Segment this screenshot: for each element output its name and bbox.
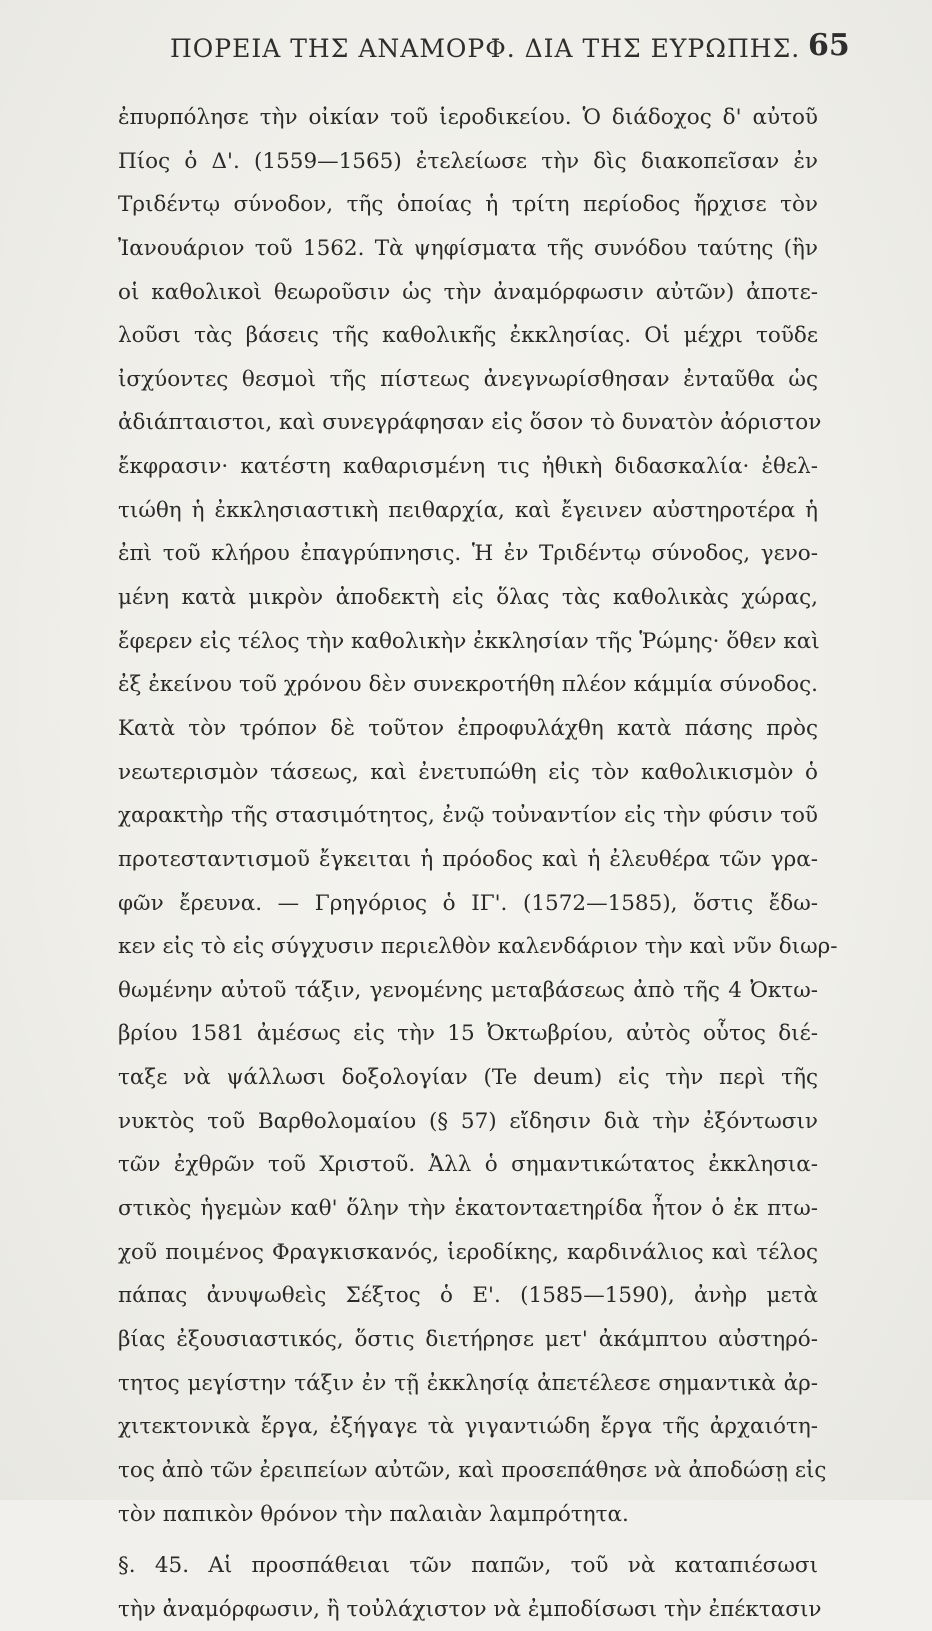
paragraph-main [118,96,838,1536]
text-line: βρίου 1581 ἀμέσως εἰς τὴν 15 Ὀκτωβρίου, αὐτὸς οὗτος διέ- [118,1021,818,1047]
text-line: χαρακτὴρ τῆς στασιμότητος, ἐνῷ τοὐναντίον εἰς τὴν φύσιν τοῦ [118,803,818,829]
text-line: βίας ἐξουσιαστικός, ὅστις διετήρησε μετ' ἀκάμπτου αὐστηρό- [118,1326,818,1352]
text-line: λοῦσι τὰς βάσεις τῆς καθολικῆς ἐκκλησίας. Οἱ μέχρι τοῦδε [118,323,818,349]
text-line: τῶν ἐχθρῶν τοῦ Χριστοῦ. Ἀλλ ὁ σημαντικώτατος ἐκκλησια- [118,1152,818,1178]
text-line: κεν εἰς τὸ εἰς σύγχυσιν περιελθὸν καλενδάριον τὴν καὶ νῦν διωρ- [118,934,838,960]
running-title: ΠΟΡΕΙΑ ΤΗΣ ΑΝΑΜΟΡΦ. ΔΙΑ ΤΗΣ ΕΥΡΩΠΗΣ. [170,34,801,63]
paragraph-section-45 [118,1544,822,1631]
text-line: νυκτὸς τοῦ Βαρθολομαίου (§ 57) εἴδησιν διὰ τὴν ἐξόντωσιν [118,1108,818,1134]
text-line: Κατὰ τὸν τρόπον δὲ τοῦτον ἐπροφυλάχθη κατὰ πάσης πρὸς [118,715,818,741]
text-line: θωμένην αὐτοῦ τάξιν, γενομένης μεταβάσεως ἀπὸ τῆς 4 Ὀκτω- [118,977,818,1003]
text-line: προτεσταντισμοῦ ἔγκειται ἡ πρόοδος καὶ ἡ ἐλευθέρα τῶν γρα- [118,846,818,872]
text-line: ἔκφρασιν· κατέστη καθαρισμένη τις ἠθικὴ διδασκαλία· ἐθελ- [118,454,818,480]
text-line: πάπας ἀνυψωθεὶς Σέξτος ὁ Ε'. (1585—1590), ἀνὴρ μετὰ [118,1283,818,1309]
section-heading-line: §. 45. Αἱ προσπάθειαι τῶν παπῶν, τοῦ νὰ καταπιέσωσι [118,1553,818,1579]
text-line: φῶν ἔρευνα. — Γρηγόριος ὁ ΙΓ'. (1572—1585), ὅστις ἔδω- [118,890,818,916]
text-line: Ἰανουάριον τοῦ 1562. Τὰ ψηφίσματα τῆς συνόδου ταύτης (ἣν [118,235,818,261]
text-line: χιτεκτονικὰ ἔργα, ἐξήγαγε τὰ γιγαντιώδη ἔργα τῆς ἀρχαιότη- [118,1414,818,1440]
text-line: ταξε νὰ ψάλλωσι δοξολογίαν (Te deum) εἰς τὴν περὶ τῆς [118,1065,818,1091]
text-line: νεωτερισμὸν τάσεως, καὶ ἐνετυπώθη εἰς τὸν καθολικισμὸν ὁ [118,759,818,785]
text-line: τιώθη ἡ ἐκκλησιαστικὴ πειθαρχία, καὶ ἔγεινεν αὐστηροτέρα ἡ [118,497,818,523]
running-header [0,28,932,74]
text-line: ἰσχύοντες θεσμοὶ τῆς πίστεως ἀνεγνωρίσθησαν ἐνταῦθα ὡς [118,366,818,392]
text-line: Τριδέντῳ σύνοδον, τῆς ὁποίας ἡ τρίτη περίοδος ἤρχισε τὸν [118,192,818,218]
text-line: ἀδιάπταιστοι, καὶ συνεγράφησαν εἰς ὅσον τὸ δυνατὸν ἀόριστον [118,410,822,436]
text-line: τὸν παπικὸν θρόνον τὴν παλαιὰν λαμπρότητα. [118,1501,629,1527]
text-line: ἔφερεν εἰς τέλος τὴν καθολικὴν ἐκκλησίαν τῆς Ῥώμης· ὅθεν καὶ [118,628,820,654]
text-line: μένη κατὰ μικρὸν ἀποδεκτὴ εἰς ὅλας τὰς καθολικὰς χώρας, [118,585,818,611]
text-line: τὴν ἀναμόρφωσιν, ἢ τοὐλάχιστον νὰ ἐμποδίσωσι τὴν ἐπέκτασιν [118,1596,822,1622]
body-text [118,96,838,1631]
text-line: ἐξ ἐκείνου τοῦ χρόνου δὲν συνεκροτήθη πλέον κάμμία σύνοδος. [118,672,818,698]
text-line: τος ἀπὸ τῶν ἐρειπείων αὐτῶν, καὶ προσεπάθησε νὰ ἀποδώσῃ εἰς [118,1457,827,1483]
text-line: χοῦ ποιμένος Φραγκισκανός, ἱεροδίκης, καρδινάλιος καὶ τέλος [118,1239,818,1265]
text-line: οἱ καθολικοὶ θεωροῦσιν ὡς τὴν ἀναμόρφωσιν αὐτῶν) ἀποτε- [118,279,818,305]
text-line: ἐπυρπόλησε τὴν οἰκίαν τοῦ ἱεροδικείου. Ὁ διάδοχος δ' αὐτοῦ [118,105,818,130]
page-number: 65 [808,28,850,63]
text-line: στικὸς ἡγεμὼν καθ' ὅλην τὴν ἑκατονταετηρίδα ἦτον ὁ ἐκ πτω- [118,1196,818,1222]
text-line: ἐπὶ τοῦ κλήρου ἐπαγρύπνησις. Ἡ ἐν Τριδέντῳ σύνοδος, γενο- [118,541,818,567]
text-line: Πίος ὁ Δ'. (1559—1565) ἐτελείωσε τὴν δὶς διακοπεῖσαν ἐν [118,148,818,174]
text-line: τητος μεγίστην τάξιν ἐν τῇ ἐκκλησίᾳ ἀπετέλεσε σημαντικὰ ἀρ- [118,1370,818,1396]
